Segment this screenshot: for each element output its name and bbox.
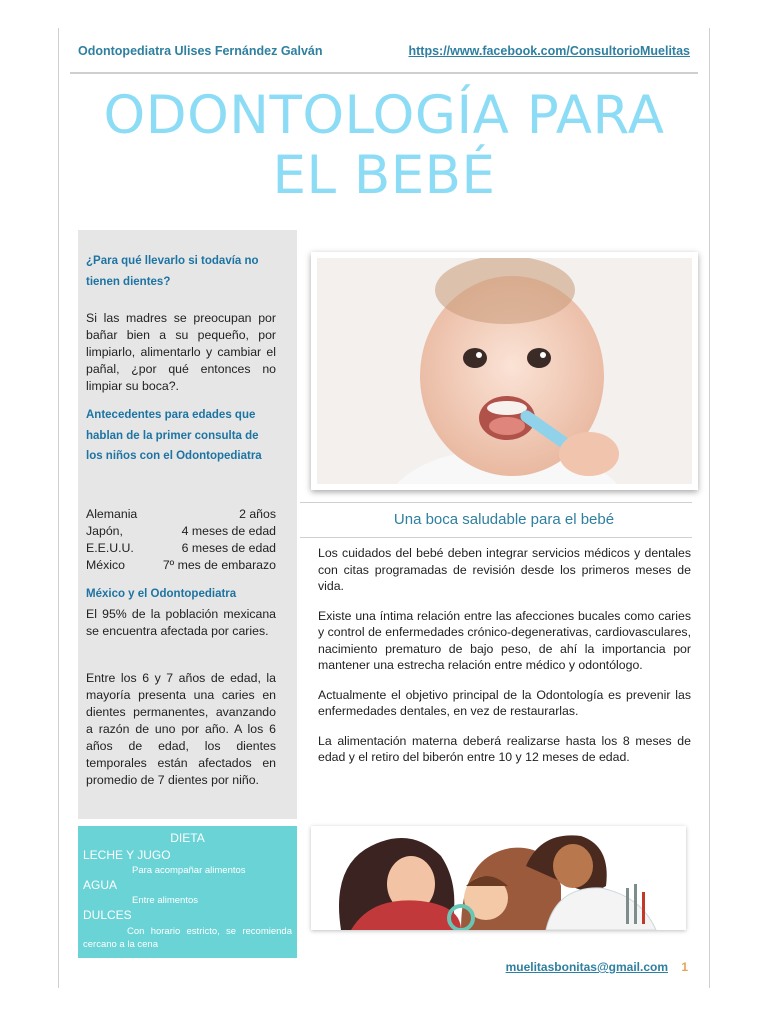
main-paragraph-4: La alimentación materna deberá realizarse hasta los 8 meses de edad y el retiro del biberón entre 10 y 12 meses de edad.: [318, 733, 691, 764]
footer-email-link[interactable]: muelitasbonitas@gmail.com: [505, 960, 668, 974]
sidebar-question-text: Si las madres se preocupan por bañar bien a su pequeño, por limpiarlo, alimentarlo y cambiar el pañal, ¿por qué entonces no limpiar su boca?.: [86, 311, 276, 393]
sidebar-antecedents-heading: Antecedentes para edades que hablan de la primer consulta de los niños con el Odontopediatra: [86, 409, 262, 462]
ages-list: [86, 506, 276, 574]
main-subtitle: Una boca saludable para el bebé: [393, 511, 615, 528]
diet-item-2-label: AGUA: [83, 878, 118, 892]
title-line-1: ODONTOLOGÍA PARA: [103, 85, 665, 146]
age-value: 7º mes de embarazo: [162, 558, 276, 572]
diet-item-3-note: Con horario estricto, se recomienda cercano a la cena: [83, 926, 292, 950]
diet-item-3-label: DULCES: [83, 908, 132, 922]
age-country: Japón,: [86, 524, 123, 538]
title-line-2: EL BEBÉ: [272, 145, 496, 206]
page-number: 1: [681, 960, 688, 974]
main-paragraph-1: Los cuidados del bebé deben integrar servicios médicos y dentales con citas programadas de revisión desde los primeros meses de vida.: [318, 546, 691, 593]
sidebar-mexico-heading: México y el Odontopediatra: [86, 588, 237, 600]
subtitle-bottom-rule: [300, 537, 692, 538]
mother-baby-dentist-image: [311, 826, 686, 930]
page-title: [70, 86, 698, 206]
baby-brushing-teeth-image: [317, 258, 692, 484]
baby-photo-frame: [311, 252, 698, 490]
page-left-border: [58, 28, 59, 988]
header-facebook-link[interactable]: https://www.facebook.com/ConsultorioMuelitas: [408, 44, 690, 58]
sidebar-mexico-p1: El 95% de la población mexicana se encuentra afectada por caries.: [86, 607, 276, 638]
dentist-illustration: [311, 826, 686, 930]
baby-photo: [317, 258, 692, 484]
age-value: 4 meses de edad: [181, 524, 276, 538]
age-row-eeuu: [86, 540, 276, 557]
diet-title: DIETA: [170, 831, 205, 845]
age-row-alemania: [86, 506, 276, 523]
age-value: 6 meses de edad: [181, 541, 276, 555]
diet-item-1-note: Para acompañar alimentos: [132, 865, 246, 876]
page-right-border: [709, 28, 710, 988]
header-divider: [70, 72, 698, 74]
age-country: Alemania: [86, 507, 138, 521]
diet-item-2-note: Entre alimentos: [132, 895, 199, 906]
age-country: México: [86, 558, 125, 572]
main-body-text: [318, 545, 691, 779]
sidebar-question-heading: ¿Para qué llevarlo si todavía no tienen dientes?: [86, 255, 259, 288]
main-paragraph-2: Existe una íntima relación entre las afecciones bucales como caries y control de enfermedades crónico-degenerativas, cardiovasculares, nacimiento prematuro de bajo peso, de ahí la importancia por mantener una estrecha relación entre médico y odontólogo.: [318, 608, 691, 672]
subtitle-top-rule: [300, 502, 692, 503]
age-value: 2 años: [239, 507, 276, 521]
header-author: Odontopediatra Ulises Fernández Galván: [78, 44, 323, 58]
diet-box: [78, 826, 297, 958]
age-country: E.E.U.U.: [86, 541, 134, 555]
diet-item-1-label: LECHE Y JUGO: [83, 848, 171, 862]
age-row-mexico: [86, 557, 276, 574]
main-paragraph-3: Actualmente el objetivo principal de la Odontología es prevenir las enfermedades dentales, en vez de restaurarlas.: [318, 687, 691, 718]
sidebar-mexico-p2: Entre los 6 y 7 años de edad, la mayoría presenta una caries en dientes permanentes, avanzando a razón de uno por año. A los 6 años de edad, los dientes temporales están afectados en promedio de 7 dientes por niño.: [86, 671, 276, 787]
age-row-japon: [86, 523, 276, 540]
